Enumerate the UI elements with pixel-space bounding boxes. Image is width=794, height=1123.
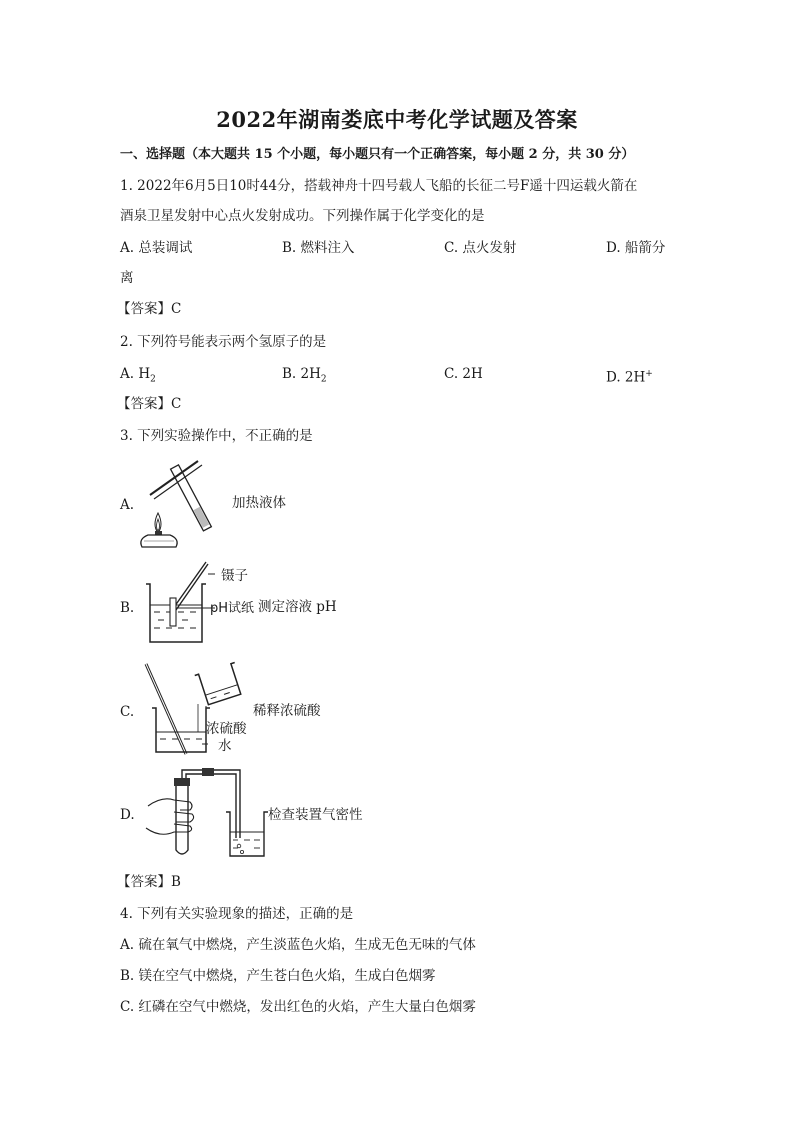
fig-b-paper-label: pH试纸 [210,601,255,616]
q3-answer: 【答案】B [117,874,181,890]
q4-option-a: A. 硫在氧气中燃烧，产生淡蓝色火焰，生成无色无味的气体 [120,937,476,953]
q2-stem: 2. 下列符号能表示两个氢原子的是 [120,334,327,350]
section-heading: 一、选择题（本大题共 15 个小题，每小题只有一个正确答案，每小题 2 分，共 30 分） [120,147,635,162]
ph-test-figure [140,560,215,645]
q2-answer: 【答案】C [117,396,182,412]
q4-option-c: C. 红磷在空气中燃烧，发出红色的火焰，产生大量白色烟雾 [120,999,476,1015]
q3-option-c-label: C. [120,704,135,720]
fig-c-water-label: 水 [218,738,232,754]
q4-stem: 4. 下列有关实验现象的描述，正确的是 [120,906,354,922]
q1-answer: 【答案】C [117,301,182,317]
q1-option-a: A. 总装调试 [120,240,193,256]
q4-option-b: B. 镁在空气中燃烧，产生苍白色火焰，生成白色烟雾 [120,968,436,984]
fig-b-caption: 测定溶液 pH [258,599,337,615]
q1-option-b: B. 燃料注入 [282,240,355,256]
airtight-check-figure [140,766,270,861]
q1-option-d: D. 船箭分 [606,240,666,256]
q2-option-a: A. $H_2$ [120,366,156,385]
q2-option-b: B. $2H_2$ [282,366,327,385]
q3-option-b-label: B. [120,600,135,616]
heating-liquid-figure [130,455,230,550]
q1-option-d-wrap: 离 [120,270,134,286]
q2-option-c: C. 2H [444,366,483,382]
q1-stem-line2: 酒泉卫星发射中心点火发射成功。下列操作属于化学变化的是 [120,208,485,224]
q3-option-a-label: A. [120,497,135,513]
q1-stem-line1: 1. 2022年6月5日10时44分，搭载神舟十四号载人飞船的长征二号F遥十四运载火箭在 [120,178,638,194]
fig-a-caption: 加热液体 [232,495,286,511]
fig-b-tweezers-label: 镊子 [221,568,248,584]
q2-option-d: D. 2H+ [606,369,653,386]
q1-option-c: C. 点火发射 [444,240,517,256]
q3-option-d-label: D. [120,807,135,823]
fig-c-acid-label: 浓硫酸 [206,721,247,737]
fig-d-caption: 检查装置气密性 [268,807,363,823]
dilute-acid-figure [140,660,250,760]
q3-stem: 3. 下列实验操作中，不正确的是 [120,428,313,444]
fig-c-caption: 稀释浓硫酸 [253,703,321,719]
page-title: 2022年湖南娄底中考化学试题及答案 [216,107,578,132]
